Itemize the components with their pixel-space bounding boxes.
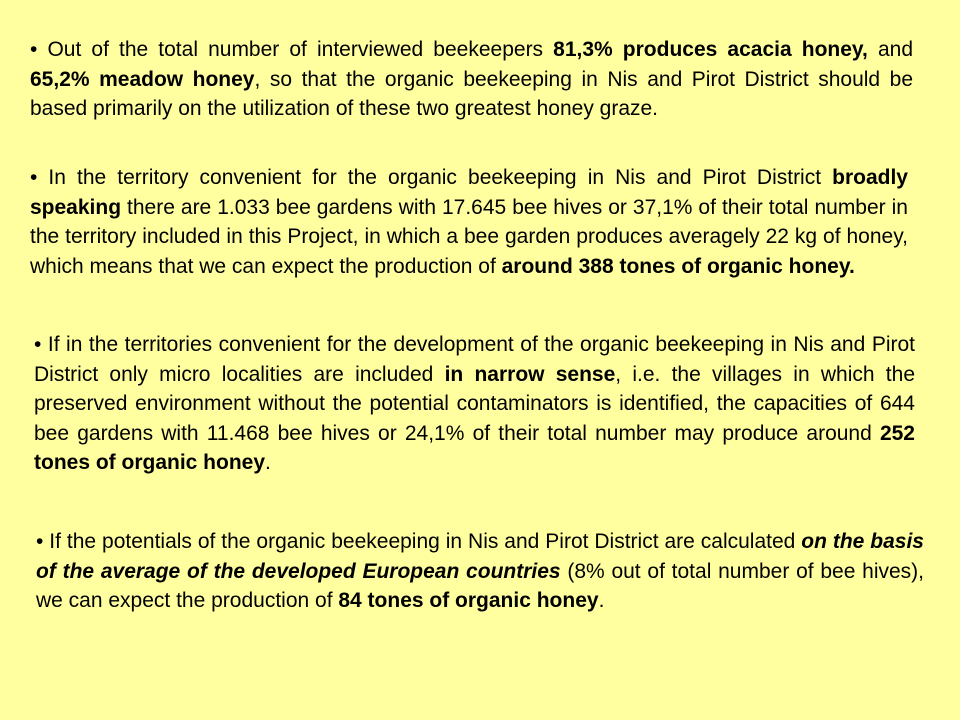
text-segment: (8% out of total number of bee hives), we can expect the production of [36,559,924,613]
text-segment: • Out of the total number of interviewed beekeepers [30,38,554,61]
paragraph-european-average [36,527,924,616]
text-segment: , so that the organic beekeeping in Nis and Pirot District should be based primarily on the utilization of these two greatest honey graze. [30,67,914,121]
text-segment: • If in the territories convenient for the development of the organic beekeeping in Nis and Pirot District only micro localities are included [34,333,915,386]
text-segment-bold: 65,2% meadow honey [30,67,255,91]
text-segment-bold: 84 tones of organic honey [338,589,599,613]
text-segment-bold-italic: on the basis of the average of the developed European countries [36,530,924,583]
text-segment: and [867,38,913,61]
text-segment-bold: 81,3% produces acacia honey, [553,38,868,61]
paragraph-broadly-speaking [30,163,908,281]
text-segment: . [265,451,271,475]
text-segment: • If the potentials of the organic beekeeping in Nis and Pirot District are calculated [36,530,802,553]
text-segment-bold: broadly speaking [30,166,908,219]
text-segment: . [598,589,605,613]
text-segment: , i.e. the villages in which the preserved environment without the potential contaminators is identified, the capacities of 644 bee gardens with 11.468 bee hives or 24,1% of their total number may produce around [34,362,915,445]
text-segment: there are 1.033 bee gardens with 17.645 bee hives or 37,1% of their total number in the territory included in this Project, in which a bee garden produces averagely 22 kg of honey, which means that we can expect the production of [30,195,908,278]
text-segment-bold: around 388 tones of organic honey. [501,254,855,278]
paragraph-narrow-sense [34,330,915,478]
paragraph-acacia-meadow [30,35,913,124]
text-segment-bold: in narrow sense [444,362,616,386]
text-segment-bold: 252 tones of organic honey [34,421,915,475]
text-segment: • In the territory convenient for the organic beekeeping in Nis and Pirot District [30,166,833,189]
